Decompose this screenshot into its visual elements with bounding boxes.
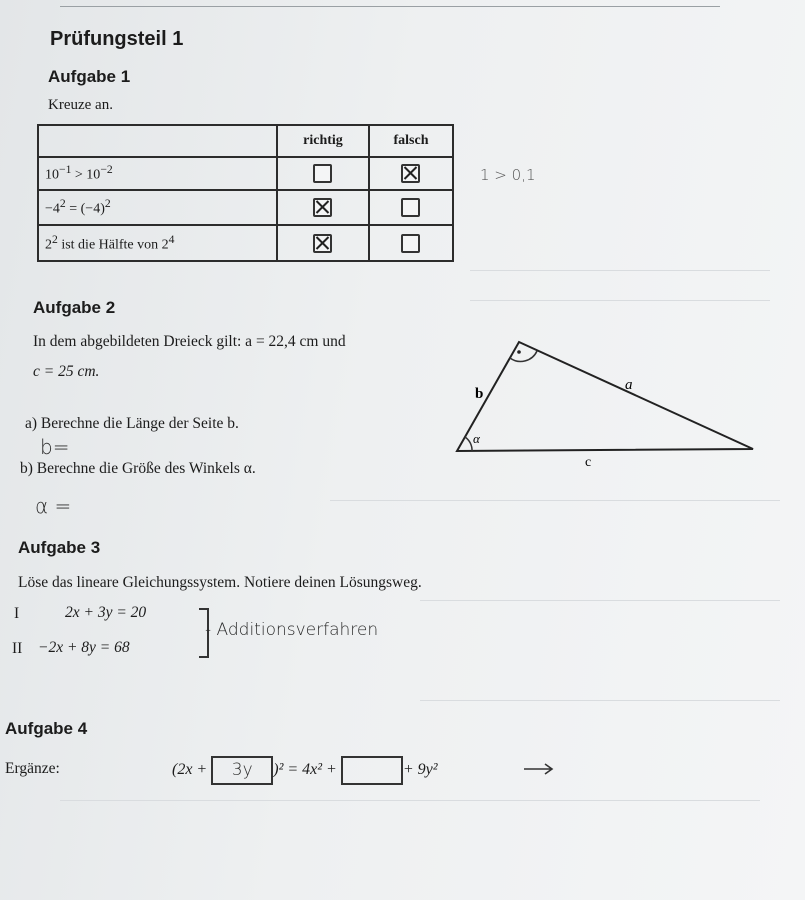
equation-2: −2x + 8y = 68 xyxy=(38,639,130,656)
true-cell xyxy=(277,225,369,261)
statement-cell: $-4^2 = (-4)^2$ xyxy=(38,190,277,225)
bleed-through-line xyxy=(420,700,780,701)
arrow-right-icon xyxy=(523,763,555,775)
table-header-row xyxy=(38,125,453,157)
task2-given-line1: In dem abgebildeten Dreieck gilt: a = 22,4 cm und xyxy=(33,333,346,350)
header-falsch: falsch xyxy=(369,125,453,157)
checkbox-richtig-checked[interactable] xyxy=(313,198,332,217)
task1-title: Aufgabe 1 xyxy=(48,67,131,86)
bleed-through-line xyxy=(470,270,770,271)
task2-given-line2: c = 25 cm. xyxy=(33,363,100,380)
checkbox-falsch[interactable] xyxy=(401,234,420,253)
false-cell xyxy=(369,157,453,190)
angle-alpha-arc xyxy=(465,437,472,451)
triangle-shape xyxy=(457,342,753,451)
answer-box-2[interactable] xyxy=(341,756,403,785)
triangle-diagram xyxy=(440,330,770,470)
task4-title: Aufgabe 4 xyxy=(5,719,88,738)
task2-part-a: a) Berechne die Länge der Seite b. xyxy=(25,415,239,432)
expr-end: + 9y² xyxy=(402,761,438,779)
eq1-label: I xyxy=(14,605,20,622)
task2-part-b: b) Berechne die Größe des Winkels α. xyxy=(20,460,256,477)
answer-a-handwritten: b= xyxy=(40,435,70,459)
table-row xyxy=(38,190,453,225)
eq2-label: II xyxy=(12,640,23,657)
section-title: Prüfungsteil 1 xyxy=(50,28,184,50)
task4-label: Ergänze: xyxy=(5,760,60,777)
task1-instruction: Kreuze an. xyxy=(48,97,113,113)
checkbox-falsch-checked[interactable] xyxy=(401,164,420,183)
true-cell xyxy=(277,157,369,190)
true-cell xyxy=(277,190,369,225)
checkbox-richtig-checked[interactable] xyxy=(313,234,332,253)
top-rule xyxy=(60,6,720,7)
true-false-table xyxy=(37,124,454,262)
false-cell xyxy=(369,190,453,225)
binomial-expression xyxy=(172,756,438,785)
method-note-handwritten: - Additionsverfahren xyxy=(205,620,379,640)
answer-b-handwritten: α = xyxy=(35,494,72,518)
handwritten-side-note: 1 > 0,1 xyxy=(480,166,536,184)
task3-instruction: Löse das lineare Gleichungssystem. Notiere deinen Lösungsweg. xyxy=(18,574,422,591)
table-row xyxy=(38,225,453,261)
header-richtig: richtig xyxy=(277,125,369,157)
bleed-through-line xyxy=(420,600,780,601)
right-angle-dot xyxy=(517,350,521,354)
task2-title: Aufgabe 2 xyxy=(33,298,116,317)
false-cell xyxy=(369,225,453,261)
task3-title: Aufgabe 3 xyxy=(18,538,101,557)
table-row xyxy=(38,157,453,190)
header-empty-cell xyxy=(38,125,277,157)
bleed-through-line xyxy=(330,500,780,501)
statement-cell: $2^2$ ist die Hälfte von $2^4$ xyxy=(38,225,277,261)
equation-1: 2x + 3y = 20 xyxy=(65,604,147,621)
checkbox-richtig[interactable] xyxy=(313,164,332,183)
bleed-through-line xyxy=(470,300,770,301)
answer-box-1[interactable]: 3y xyxy=(211,756,273,785)
expr-open: (2x + xyxy=(172,761,212,779)
label-c: c xyxy=(585,455,592,470)
statement-cell: $10^{-1} > 10^{-2}$ xyxy=(38,157,277,190)
bleed-through-line xyxy=(60,800,760,801)
label-b: b xyxy=(475,386,484,402)
checkbox-falsch[interactable] xyxy=(401,198,420,217)
label-a: a xyxy=(625,377,633,393)
expr-mid: )² = 4x² + xyxy=(273,761,341,779)
label-alpha: α xyxy=(473,431,480,446)
